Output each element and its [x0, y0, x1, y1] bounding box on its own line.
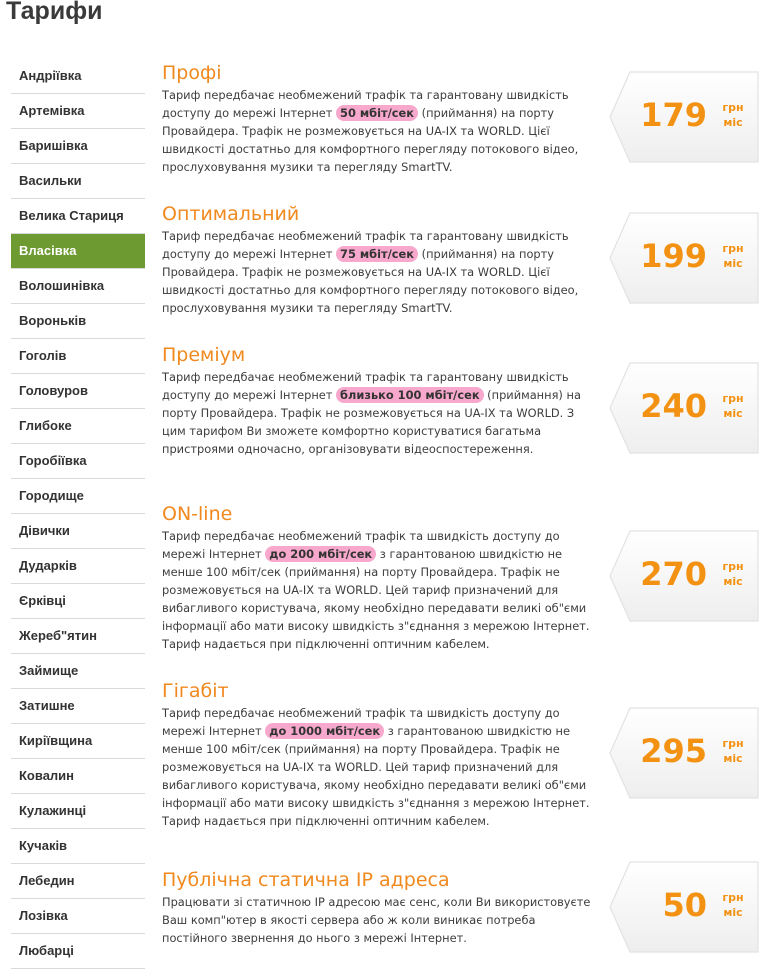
- currency-label: грн: [722, 392, 744, 405]
- sidebar-item-dudarkiv[interactable]: Дударків: [11, 549, 145, 584]
- sidebar-item-kulazhyntsi[interactable]: Кулажинці: [11, 794, 145, 829]
- sidebar-item-divychky[interactable]: Дівички: [11, 514, 145, 549]
- description-text: (приймання) на порту Провайдера. Трафік не розмежовується на UA-IX та WORLD. З цим тарифом Ви зможете комфортно користуватися багатьма пристроями одночасно, організовувати відеоспостереження.: [162, 388, 581, 456]
- speed-highlight: близько 100 мбіт/сек: [336, 387, 484, 403]
- period-label: міс: [723, 116, 743, 129]
- period-label: міс: [723, 752, 743, 765]
- tariff-description: [162, 227, 592, 317]
- price-card: [608, 361, 763, 457]
- sidebar-item-lebedyn[interactable]: Лебедин: [11, 864, 145, 899]
- price-value: 50: [662, 886, 707, 924]
- price-unit: [720, 241, 746, 271]
- sidebar-item-vlasivka[interactable]: Власівка: [11, 234, 145, 269]
- tariff-description: [162, 893, 592, 947]
- tariff-name: ON-line: [162, 503, 233, 525]
- price-unit: [720, 391, 746, 421]
- period-label: міс: [723, 407, 743, 420]
- price-card: [608, 529, 763, 625]
- sidebar-item-liubartsi[interactable]: Любарці: [11, 934, 145, 969]
- sidebar-item-voronkiv[interactable]: Вороньків: [11, 304, 145, 339]
- tariff-description: [162, 704, 592, 830]
- description-text: Тариф передбачає необмежений трафік та гарантовану швидкість доступу до мережі Інтернет: [162, 88, 569, 120]
- sidebar-item-lozivka[interactable]: Лозівка: [11, 899, 145, 934]
- description-text: (приймання) на порту Провайдера. Трафік не розмежовується на UA-IX та WORLD. Цієї швидкості достатньо для комфортного перегляду потокового відео, прослуховування музики та перегляду SmartTV.: [162, 106, 579, 174]
- sidebar-item-kyriivshchyna[interactable]: Киріївщина: [11, 724, 145, 759]
- tariff-name: Публічна статична IP адреса: [162, 869, 450, 891]
- price-value: 295: [640, 732, 707, 770]
- currency-label: грн: [722, 891, 744, 904]
- tariff-description: [162, 368, 592, 458]
- speed-highlight: 50 мбіт/сек: [336, 105, 418, 121]
- description-text: Тариф передбачає необмежений трафік та швидкість доступу до мережі Інтернет: [162, 529, 560, 561]
- price-unit: [720, 890, 746, 920]
- sidebar-item-andriivka[interactable]: Андріївка: [11, 59, 145, 94]
- price-card: [608, 860, 763, 956]
- sidebar-item-baryshivka[interactable]: Баришівка: [11, 129, 145, 164]
- description-text: з гарантованою швидкістю не менше 100 мбіт/сек (приймання) на порту Провайдера. Трафік не розмежовується на UA-IX та WORLD. Цей тариф призначений для вибагливого користувача, якому необхідно передавати великі об"єми інформації або мати високу швидкість з"єднання з мережою Інтернет. Тариф надається при підключенні оптичним кабелем.: [162, 724, 590, 828]
- period-label: міс: [723, 575, 743, 588]
- sidebar-item-holovurov[interactable]: Головуров: [11, 374, 145, 409]
- tariff-name: Гігабіт: [162, 680, 229, 702]
- tariff-name: Оптимальний: [162, 203, 300, 225]
- tariff-description: [162, 86, 592, 176]
- period-label: міс: [723, 906, 743, 919]
- description-text: Працювати зі статичною IP адресою має сенс, коли Ви використовуєте Ваш комп"ютер в якості сервера або ж коли виникає потреба постійного звернення до нього з мережі Інтернет.: [162, 895, 591, 945]
- description-text: Тариф передбачає необмежений трафік та гарантовану швидкість доступу до мережі Інтернет: [162, 370, 569, 402]
- sidebar-item-zherebiatyn[interactable]: Жереб"ятин: [11, 619, 145, 654]
- sidebar-item-velyka-starytsia[interactable]: Велика Стариця: [11, 199, 145, 234]
- tariff-description: [162, 527, 592, 653]
- currency-label: грн: [722, 101, 744, 114]
- currency-label: грн: [722, 560, 744, 573]
- period-label: міс: [723, 257, 743, 270]
- sidebar-item-zatyshne[interactable]: Затишне: [11, 689, 145, 724]
- tariff-name: Преміум: [162, 344, 246, 366]
- description-text: Тариф передбачає необмежений трафік та гарантовану швидкість доступу до мережі Інтернет: [162, 229, 569, 261]
- price-value: 199: [640, 237, 707, 275]
- price-unit: [720, 100, 746, 130]
- page-title: Тарифи: [6, 0, 103, 25]
- sidebar-item-kovalyn[interactable]: Ковалин: [11, 759, 145, 794]
- speed-highlight: 75 мбіт/сек: [336, 246, 418, 262]
- speed-highlight: до 1000 мбіт/сек: [265, 723, 384, 739]
- sidebar-item-zaimyshche[interactable]: Займище: [11, 654, 145, 689]
- sidebar-item-voloshynivka[interactable]: Волошинівка: [11, 269, 145, 304]
- sidebar-item-vasylky[interactable]: Васильки: [11, 164, 145, 199]
- currency-label: грн: [722, 242, 744, 255]
- speed-highlight: до 200 мбіт/сек: [265, 546, 376, 562]
- sidebar-item-hoholiv[interactable]: Гоголів: [11, 339, 145, 374]
- price-unit: [720, 559, 746, 589]
- sidebar-item-yerkivtsi[interactable]: Єрківці: [11, 584, 145, 619]
- sidebar-item-artemivka[interactable]: Артемівка: [11, 94, 145, 129]
- description-text: (приймання) на порту Провайдера. Трафік не розмежовується на UA-IX та WORLD. Цієї швидкості достатньо для комфортного перегляду потокового відео, прослуховування музики та перегляду SmartTV.: [162, 247, 579, 315]
- price-value: 179: [640, 96, 707, 134]
- description-text: Тариф передбачає необмежений трафік та швидкість доступу до мережі Інтернет: [162, 706, 560, 738]
- price-card: [608, 70, 763, 166]
- sidebar-item-horodyshche[interactable]: Городище: [11, 479, 145, 514]
- sidebar-item-kuchakiv[interactable]: Кучаків: [11, 829, 145, 864]
- price-unit: [720, 736, 746, 766]
- sidebar-item-horobiivka[interactable]: Горобіївка: [11, 444, 145, 479]
- price-card: [608, 211, 763, 307]
- city-sidebar: [11, 59, 145, 969]
- tariff-name: Профі: [162, 62, 222, 84]
- price-card: [608, 706, 763, 802]
- price-value: 240: [640, 387, 707, 425]
- description-text: з гарантованою швидкістю не менше 100 мбіт/сек (приймання) на порту Провайдера. Трафік не розмежовується на UA-IX та WORLD. Цей тариф призначений для вибагливого користувача, якому необхідно передавати великі об"єми інформації або мати високу швидкість з"єднання з мережою Інтернет. Тариф надається при підключенні оптичним кабелем.: [162, 547, 590, 651]
- sidebar-item-hlyboke[interactable]: Глибоке: [11, 409, 145, 444]
- currency-label: грн: [722, 737, 744, 750]
- price-value: 270: [640, 555, 707, 593]
